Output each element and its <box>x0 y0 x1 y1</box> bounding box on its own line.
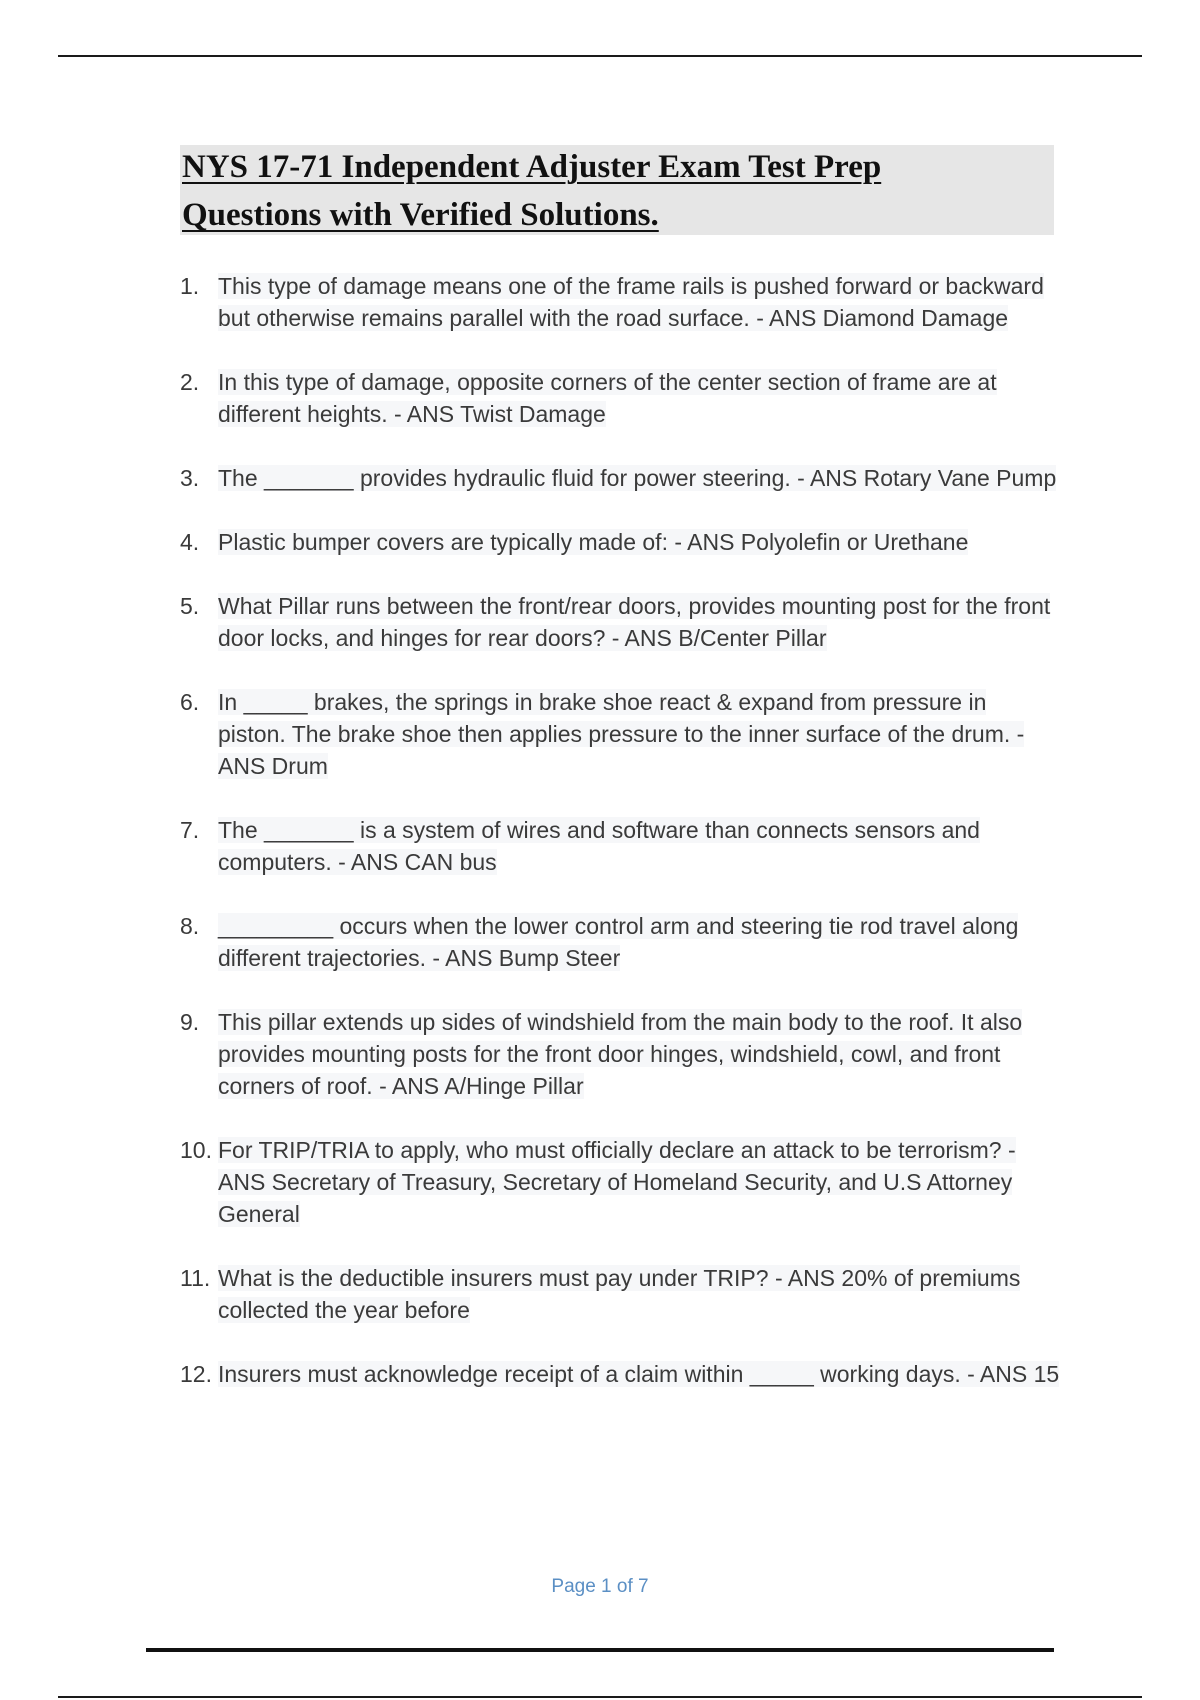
document-title-line-1: NYS 17-71 Independent Adjuster Exam Test Prep <box>182 149 882 185</box>
question-number: 8. <box>180 913 200 939</box>
question-number: 11. <box>180 1265 211 1291</box>
question-number: 1. <box>180 273 200 299</box>
question-text: What is the deductible insurers must pay under TRIP? - ANS 20% of premiums collected the year before <box>218 1265 1021 1323</box>
question-number: 4. <box>180 529 200 555</box>
question-text: What Pillar runs between the front/rear doors, provides mounting post for the front door locks, and hinges for rear doors? - ANS B/Center Pillar <box>218 593 1051 651</box>
question-item-6 <box>180 686 1060 782</box>
question-text: _________ occurs when the lower control arm and steering tie rod travel along different trajectories. - ANS Bump Steer <box>218 913 1019 971</box>
question-text: In _____ brakes, the springs in brake shoe react & expand from pressure in piston. The brake shoe then applies pressure to the inner surface of the drum. - ANS Drum <box>218 689 1025 779</box>
question-text: Plastic bumper covers are typically made of: - ANS Polyolefin or Urethane <box>218 529 969 555</box>
question-item-11 <box>180 1262 1060 1326</box>
question-item-8 <box>180 910 1060 974</box>
question-number: 5. <box>180 593 200 619</box>
question-text: Insurers must acknowledge receipt of a claim within _____ working days. - ANS 15 <box>218 1361 1060 1387</box>
question-item-2 <box>180 366 1060 430</box>
question-text: This pillar extends up sides of windshield from the main body to the roof. It also provides mounting posts for the front door hinges, windshield, cowl, and front corners of roof. - ANS A/Hinge Pillar <box>218 1009 1023 1099</box>
question-item-3 <box>180 462 1060 494</box>
question-number: 7. <box>180 817 200 843</box>
question-text: The _______ provides hydraulic fluid for power steering. - ANS Rotary Vane Pump <box>218 465 1057 491</box>
question-number: 9. <box>180 1009 200 1035</box>
question-number: 10. <box>180 1137 212 1163</box>
question-item-5 <box>180 590 1060 654</box>
document-title-line-2: Questions with Verified Solutions. <box>182 197 659 233</box>
bottom-divider <box>58 1696 1142 1698</box>
question-item-9 <box>180 1006 1060 1102</box>
question-number: 3. <box>180 465 200 491</box>
page-number: Page 1 of 7 <box>551 1576 649 1597</box>
question-item-1 <box>180 270 1060 334</box>
question-number: 12. <box>180 1361 212 1387</box>
top-divider <box>58 55 1142 57</box>
question-number: 6. <box>180 689 200 715</box>
question-item-4 <box>180 526 1060 558</box>
footer-divider <box>146 1648 1054 1652</box>
question-text: In this type of damage, opposite corners of the center section of frame are at different heights. - ANS Twist Damage <box>218 369 997 427</box>
question-text: For TRIP/TRIA to apply, who must officially declare an attack to be terrorism? - ANS Secretary of Treasury, Secretary of Homeland Security, and U.S Attorney General <box>218 1137 1016 1227</box>
question-list <box>180 270 1060 1422</box>
question-item-7 <box>180 814 1060 878</box>
question-text: This type of damage means one of the frame rails is pushed forward or backward but otherwise remains parallel with the road surface. - ANS Diamond Damage <box>218 273 1044 331</box>
question-item-12 <box>180 1358 1060 1390</box>
question-number: 2. <box>180 369 200 395</box>
question-item-10 <box>180 1134 1060 1230</box>
question-text: The _______ is a system of wires and software than connects sensors and computers. - ANS CAN bus <box>218 817 980 875</box>
